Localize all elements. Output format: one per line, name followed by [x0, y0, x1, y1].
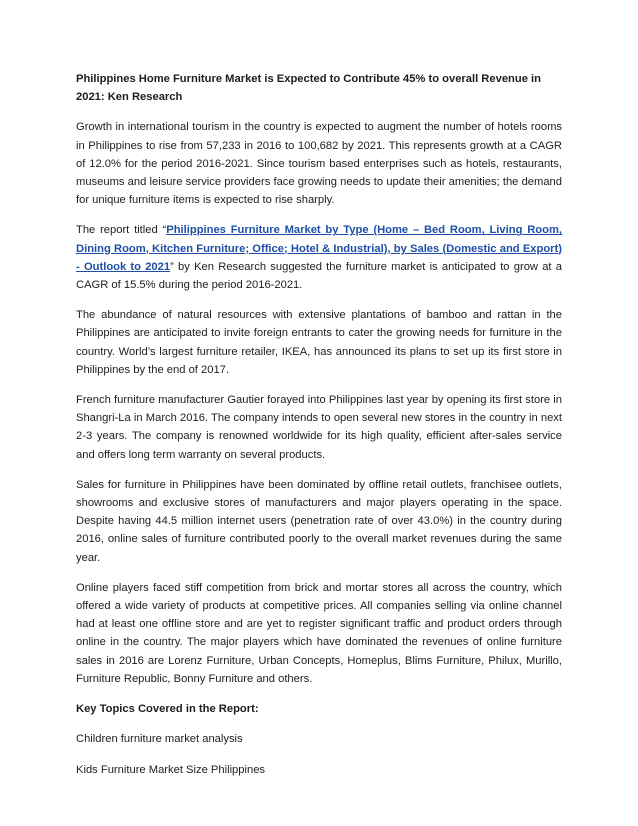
paragraph-gautier: French furniture manufacturer Gautier forayed into Philippines last year by opening its first store in Shangri-La in March 2016. The company intends to open several new stores in the country in next 2-3 years. The company is renowned worldwide for its high quality, efficient after-sales service and offers long term warranty on several products.	[76, 394, 562, 461]
paragraph-tourism: Growth in international tourism in the country is expected to augment the number of hotels rooms in Philippines to rise from 57,233 in 2016 to 100,682 by 2021. This represents growth at a CAGR of 12.0% for the period 2016-2021. Since tourism based enterprises such as hotels, restaurants, museums and leisure service providers face growing needs to update their amenities; the demand for unique furniture items is expected to rise sharply.	[76, 121, 562, 207]
topic-item: Kids Furniture Market Size Philippines	[76, 763, 266, 776]
paragraph-report	[76, 221, 562, 294]
paragraph-sales: Sales for furniture in Philippines have been dominated by offline retail outlets, franchisee outlets, showrooms and exclusive stores of manufacturers and major players operating in the space. Despite having 44.5 million internet users (penetration rate of over 43.0%) in the country during 2016, online sales of furniture contributed poorly to the overall market revenues during the same year.	[76, 478, 562, 564]
report-title-link[interactable]: Philippines Furniture Market by Type (Home – Bed Room, Living Room, Dining Room, Kitchen Furniture; Office; Hotel & Industrial), by Sales (Domestic and Export) - Outlook to 2021	[76, 224, 563, 273]
report-prefix: The report titled “	[76, 224, 167, 237]
paragraph-online-players: Online players faced stiff competition from brick and mortar stores all across the country, which offered a wide variety of products at competitive prices. All companies selling via online channel had at least one offline store and are yet to register significant traffic and product orders through online in the country. The major players which have dominated the revenues of online furniture sales in 2016 are Lorenz Furniture, Urban Concepts, Homeplus, Blims Furniture, Philux, Murillo, Furniture Republic, Bonny Furniture and others.	[76, 581, 562, 685]
topic-item: Children furniture market analysis	[76, 733, 243, 746]
report-suffix: ” by Ken Research suggested the furniture market is anticipated to grow at a CAGR of 15.5% during the period 2016-2021.	[76, 260, 562, 292]
document-page	[76, 70, 562, 791]
key-topics-heading: Key Topics Covered in the Report:	[76, 703, 259, 716]
paragraph-natural-resources: The abundance of natural resources with extensive plantations of bamboo and rattan in the Philippines are anticipated to invite foreign entrants to cater the growing needs for furniture in the country. World’s largest furniture retailer, IKEA, has announced its plans to set up its first store in Philippines by the end of 2017.	[76, 309, 562, 376]
document-title: Philippines Home Furniture Market is Expected to Contribute 45% to overall Revenue in 2021: Ken Research	[76, 73, 541, 104]
